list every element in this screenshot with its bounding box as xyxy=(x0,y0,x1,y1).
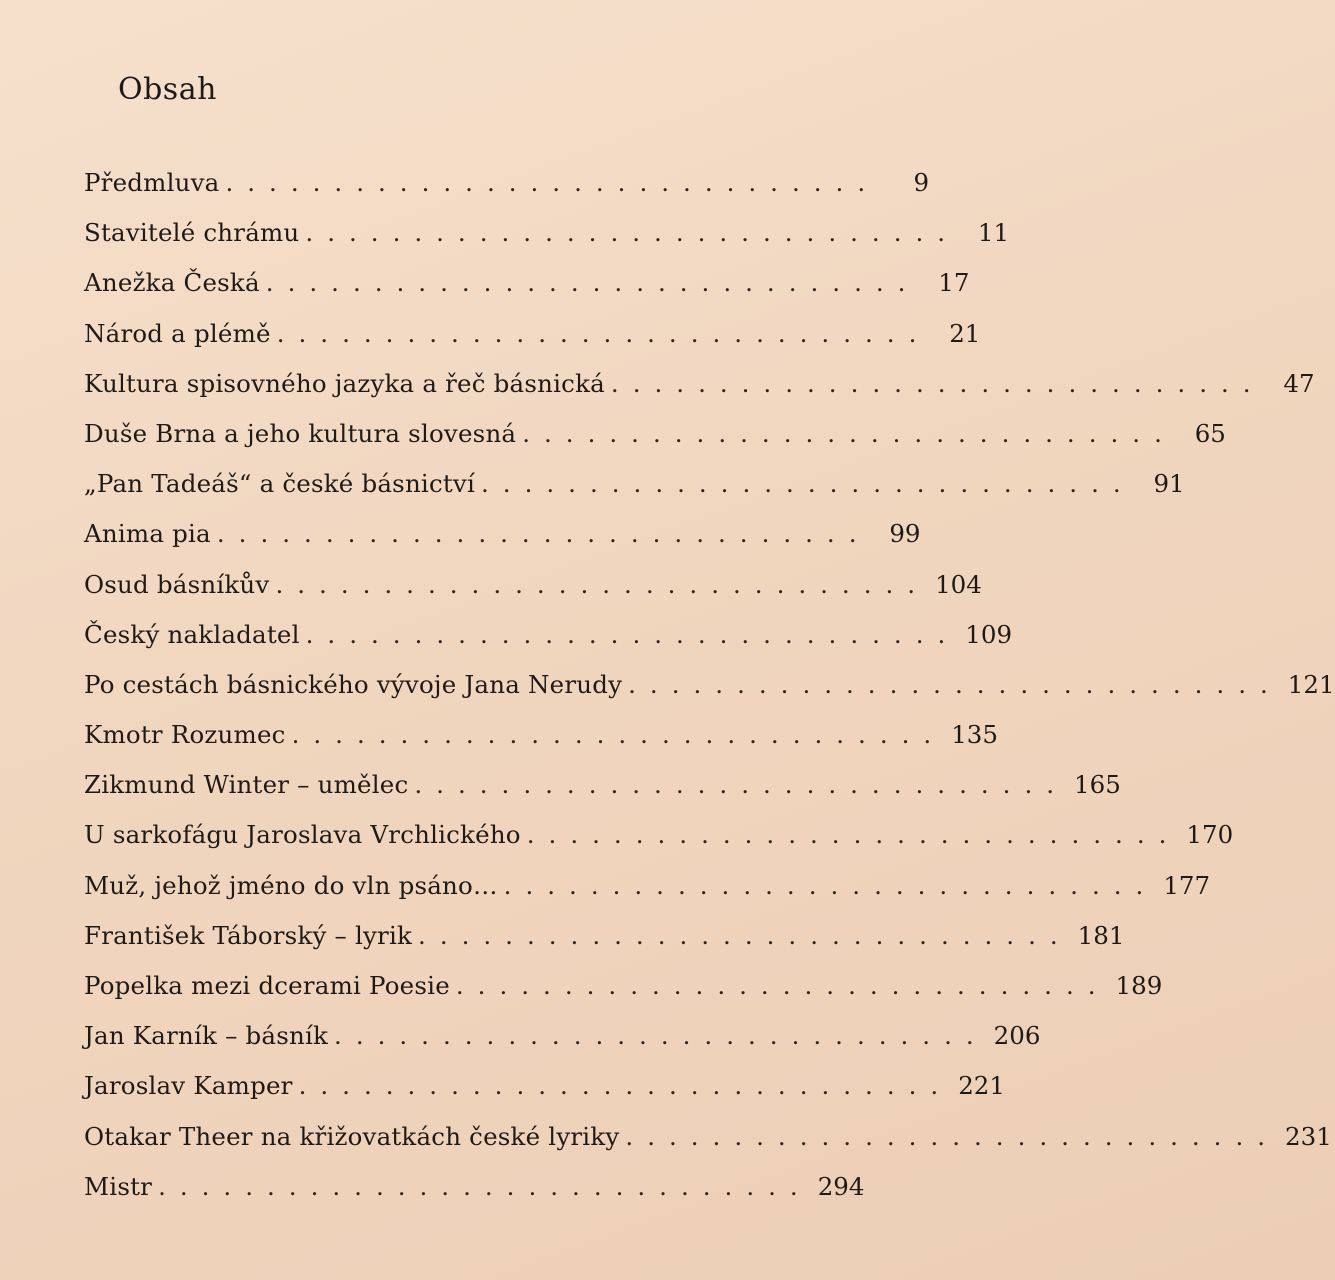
toc-entry-page-number: 177 xyxy=(1163,870,1211,900)
toc-entry-page-number: 65 xyxy=(1194,418,1226,448)
dot-leader: .............................. xyxy=(305,218,960,248)
toc-entry-page-number: 121 xyxy=(1287,669,1335,699)
dot-leader: .............................. xyxy=(628,669,1282,699)
toc-entry xyxy=(84,469,1185,519)
toc-entry-page-number: 206 xyxy=(993,1021,1041,1051)
page-title: Obsah xyxy=(118,72,217,107)
toc-entry xyxy=(84,1071,1005,1121)
toc-entry-title: Národ a plémě xyxy=(84,318,271,348)
toc-entry xyxy=(84,1021,1041,1071)
toc-entry-page-number: 231 xyxy=(1285,1121,1332,1151)
toc-entry-title: Jan Karník – básník xyxy=(84,1021,329,1051)
toc-entry-page-number: 181 xyxy=(1077,920,1125,950)
toc-entry-page-number: 91 xyxy=(1153,469,1185,499)
toc-entry-page-number: 47 xyxy=(1283,368,1315,398)
toc-entry xyxy=(84,168,930,218)
dot-leader: .............................. xyxy=(216,519,871,549)
toc-entry-title: Muž, jehož jméno do vln psáno… xyxy=(84,870,498,900)
toc-entry xyxy=(84,1171,865,1222)
toc-entry xyxy=(84,770,1121,820)
toc-entry-title: Kmotr Rozumec xyxy=(84,720,286,750)
table-of-contents xyxy=(84,168,1335,1222)
dot-leader: .............................. xyxy=(522,418,1176,448)
dot-leader: .............................. xyxy=(334,1021,988,1051)
toc-entry xyxy=(84,268,970,318)
toc-entry xyxy=(84,569,982,620)
toc-entry xyxy=(84,971,1163,1021)
toc-entry-page-number: 104 xyxy=(935,569,982,599)
toc-entry-title: Anežka Česká xyxy=(84,268,260,298)
toc-entry xyxy=(84,368,1315,419)
toc-entry-title: U sarkofágu Jaroslava Vrchlického xyxy=(84,820,521,850)
toc-entry-page-number: 99 xyxy=(889,519,921,549)
toc-entry-page-number: 189 xyxy=(1115,971,1163,1000)
toc-entry xyxy=(84,418,1226,469)
toc-entry-title: Předmluva xyxy=(84,168,220,197)
toc-entry xyxy=(84,920,1125,971)
toc-entry-title: Po cestách básnického vývoje Jana Nerudy xyxy=(84,669,623,699)
toc-entry-title: Mistr xyxy=(84,1171,153,1201)
toc-entry-page-number: 21 xyxy=(949,318,981,348)
dot-leader: .............................. xyxy=(503,870,1158,900)
toc-entry-title: Otakar Theer na křižovatkách české lyriky xyxy=(84,1121,620,1151)
dot-leader: .............................. xyxy=(291,720,946,750)
toc-entry-page-number: 294 xyxy=(817,1171,865,1201)
dot-leader: .............................. xyxy=(298,1071,953,1101)
dot-leader: .............................. xyxy=(265,268,920,298)
toc-entry xyxy=(84,870,1211,921)
toc-entry-title: Zikmund Winter – umělec xyxy=(84,770,409,800)
toc-entry-title: Anima pia xyxy=(84,519,211,549)
dot-leader: .............................. xyxy=(418,920,1072,950)
toc-entry-title: Osud básníkův xyxy=(84,569,270,599)
dot-leader: .............................. xyxy=(610,368,1265,398)
toc-entry xyxy=(84,669,1335,720)
toc-entry-title: Jaroslav Kamper xyxy=(84,1071,293,1101)
dot-leader: .............................. xyxy=(158,1171,812,1201)
toc-entry xyxy=(84,218,1010,268)
toc-entry-title: František Táborský – lyrik xyxy=(84,920,413,950)
toc-entry-page-number: 11 xyxy=(977,218,1010,248)
toc-entry-page-number: 9 xyxy=(913,168,930,197)
toc-entry-title: Kultura spisovného jazyka a řeč básnická xyxy=(84,368,605,398)
dot-leader: .............................. xyxy=(305,619,960,649)
dot-leader: .............................. xyxy=(414,770,1069,800)
toc-entry xyxy=(84,619,1013,670)
dot-leader: .............................. xyxy=(625,1121,1280,1151)
toc-entry-title: Stavitelé chrámu xyxy=(84,218,300,248)
toc-entry-title: Popelka mezi dcerami Poesie xyxy=(84,971,450,1000)
toc-entry xyxy=(84,318,981,369)
toc-entry-page-number: 221 xyxy=(958,1071,1005,1101)
toc-entry xyxy=(84,820,1234,870)
toc-entry-title: Duše Brna a jeho kultura slovesná xyxy=(84,418,517,448)
toc-entry-title: Český nakladatel xyxy=(84,619,300,649)
toc-entry-page-number: 109 xyxy=(965,619,1013,649)
toc-entry-page-number: 17 xyxy=(938,268,970,298)
toc-entry-page-number: 170 xyxy=(1186,820,1234,850)
dot-leader: .............................. xyxy=(225,168,880,197)
toc-entry-title: „Pan Tadeáš“ a české básnictví xyxy=(84,469,476,499)
dot-leader: .............................. xyxy=(481,469,1135,499)
toc-entry xyxy=(84,1121,1332,1172)
toc-entry-page-number: 165 xyxy=(1074,770,1121,800)
toc-entry-page-number: 135 xyxy=(951,720,998,750)
toc-entry xyxy=(84,519,921,569)
dot-leader: .............................. xyxy=(275,569,930,599)
dot-leader: .............................. xyxy=(276,318,931,348)
dot-leader: .............................. xyxy=(526,820,1181,850)
toc-entry xyxy=(84,720,998,770)
dot-leader: .............................. xyxy=(455,971,1110,1000)
